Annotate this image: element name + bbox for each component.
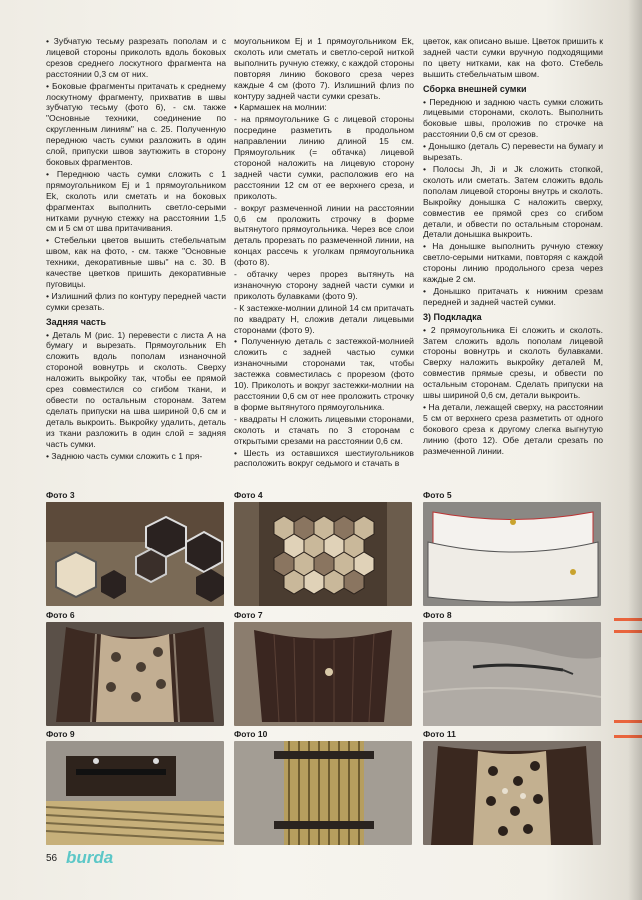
burda-logo: burda [66,848,114,867]
paragraph: - К застежке-молнии длиной 14 см притачать по квадрату H, сложив детали лицевыми сторонами (фото 9). [234,302,414,335]
photo-9 [46,741,224,845]
text-column-3 [423,36,603,458]
photo-label: Фото 8 [423,610,452,620]
paragraph: моугольником Ej и 1 прямоугольником Ek, сколоть или сметать и светло-серой ниткой выполнить ручную стежку, с каждой стороны повторяя линию бокового среза через каждые 4 см (фото 7). Излишний флиз по контуру задней части сумки срезать. [234,36,414,101]
paragraph: • Зубчатую тесьму разрезать пополам и с лицевой стороны приколоть вдоль боковых срезов среднего лоскутного фрагмента на расстоянии 0,3 см от них. [46,36,226,79]
paragraph: - обтачку через прорез вытянуть на изнаночную сторону задней части сумки и приколоть булавками (фото 9). [234,269,414,301]
photo-10-illustration [234,741,412,845]
paragraph: цветок, как описано выше. Цветок пришить к задней части сумки вручную подходящими по цвету нитками, как на фото. Стебель вышить стебельчатым швом. [423,36,603,79]
paragraph: • Переднюю и заднюю часть сумки сложить лицевыми сторонами, сколоть. Выполнить боковые швы, проложив по строчке на расстоянии 0,6 см от срезов. [423,96,603,140]
paragraph: • Полосы Jh, Ji и Jk сложить стопкой, сколоть или сметать. Затем сложить вдоль пополам лицевой стороны внутрь и сколоть. Выкройку донышка С наложить сверху, совместив ее прямой срез со сгибом детали, и обвести по остальным сторонам. Детали донышка выкроить. [423,163,603,240]
photo-label: Фото 7 [234,610,263,620]
photo-label: Фото 9 [46,729,75,739]
paragraph: • На донышке выполнить ручную стежку светло-серыми нитками, повторяя с каждой стороны линию продольного среза через каждые 2 см. [423,241,603,285]
photo-10 [234,741,412,845]
paragraph: • Донышко (деталь С) перевести на бумагу и вырезать. [423,141,603,163]
photo-6-illustration [46,622,224,726]
paragraph: • Излишний флиз по контуру передней части сумки срезать. [46,290,226,312]
paragraph: • Боковые фрагменты притачать к среднему лоскутному фрагменту, прихватив в швы зубчатую тесьму (фото 6), - см. также "Основные техники, соединение по скругленным линиям" на с. 25. Полученную переднюю часть сумки разложить в один слой, припуски швов заутюжить в сторону боковых фрагментов. [46,80,226,167]
photo-label: Фото 5 [423,490,452,500]
photo-7-illustration [234,622,412,726]
text-column-1 [46,36,226,462]
text-column-2 [234,36,414,470]
paragraph: - на прямоугольнике G с лицевой стороны посредине разметить в продольном направлении линию длиной 15 см. Прямоугольник (= обтачка) лицевой стороной наложить на лицевую сторону задней части сумки, расположив его на расстоянии 12 см от ее верхнего среза, и приколоть. [234,114,414,201]
paragraph: • Шесть из оставшихся шестиугольников расположить вокруг седьмого и стачать в [234,447,414,469]
photo-9-illustration [46,741,224,845]
photo-11-illustration [423,741,601,845]
paragraph: - вокруг размеченной линии на расстоянии 0,6 см проложить строчку в форме вытянутого прямоугольника. Через все слои деталь прорезать по размеченной линии, на концах рассечь к уголкам прямоугольника (фото 8). [234,202,414,268]
paragraph: • 2 прямоугольника Ei сложить и сколоть. Затем сложить вдоль пополам лицевой стороны вовнутрь и сколоть булавками. Сверху наложить выкройку деталей М, совместив прямые срезы, и обвести по остальным сторонам. Сделать припуски на швы шириной 0,6 см, детали выкроить. [423,324,603,401]
photo-4-illustration [234,502,412,606]
photo-4 [234,502,412,606]
page-number: 56 [46,853,58,864]
paragraph: • Заднюю часть сумки сложить с 1 пря- [46,450,203,461]
photo-3 [46,502,224,606]
page-edge-shadow [628,0,642,900]
photo-11 [423,741,601,845]
photo-8 [423,622,601,726]
paragraph: • Кармашек на молнии: [234,102,327,113]
paragraph: • Стебельки цветов вышить стебельчатым швом, как на фото, - см. также "Основные техники, декоративные швы" на с. 30. В качестве цветков пришить декоративные пуговицы. [46,235,226,289]
section-heading: Сборка внешней сумки [423,83,527,94]
photo-3-illustration [46,502,224,606]
photo-5 [423,502,601,606]
section-heading: 3) Подкладка [423,311,482,322]
photo-label: Фото 3 [46,490,75,500]
photo-7 [234,622,412,726]
photo-6 [46,622,224,726]
paragraph: • Донышко притачать к нижним срезам передней и задней частей сумки. [423,285,603,307]
paragraph: • На детали, лежащей сверху, на расстоянии 5 см от верхнего среза разметить от одного бокового среза к другому слегка выгнутую линию (фото 12). Обе детали срезать по размеченной линии. [423,402,603,456]
section-heading: Задняя часть [46,316,106,327]
paragraph: - квадраты H сложить лицевыми сторонами, сколоть и стачать по 3 сторонам с открытыми срезами на расстоянии 0,6 см. [234,413,414,446]
photo-label: Фото 10 [234,729,268,739]
photo-label: Фото 6 [46,610,75,620]
paragraph: • Переднюю часть сумки сложить с 1 прямоугольником Ej и 1 прямоугольником Ek, сколоть или сметать и на боковых фрагментах выполнить светло-серыми нитками ручную стежку на расстоянии 1,5 см и 5 см от шва притачивания. [46,168,226,234]
photo-5-illustration [423,502,601,606]
photo-label: Фото 4 [234,490,263,500]
paragraph: • Полученную деталь с застежкой-молнией сложить с задней частью сумки изнаночными сторонами так, чтобы застежка совместилась с прорезом (фото 10). Приколоть и вокруг застежки-молнии на расстоянии 0,6 см от нее проложить строчку в форме вытянутого прямоугольника. [234,336,414,412]
photo-label: Фото 11 [423,729,456,739]
photo-8-illustration [423,622,601,726]
paragraph: • Деталь М (рис. 1) перевести с листа А на бумагу и вырезать. Прямоугольник Eh сложить вдоль пополам изнаночной стороной вовнутрь и сколоть. Сверху наложить выкройку так, чтобы ее прямой срез совместился со сгибом ткани, и обвести по остальным сторонам. Затем сделать припуски на шва шириной 0,6 см и деталь выкроить. Выкройку удалить, деталь из ткани разложить в один слой = задняя часть сумки. [46,329,226,449]
